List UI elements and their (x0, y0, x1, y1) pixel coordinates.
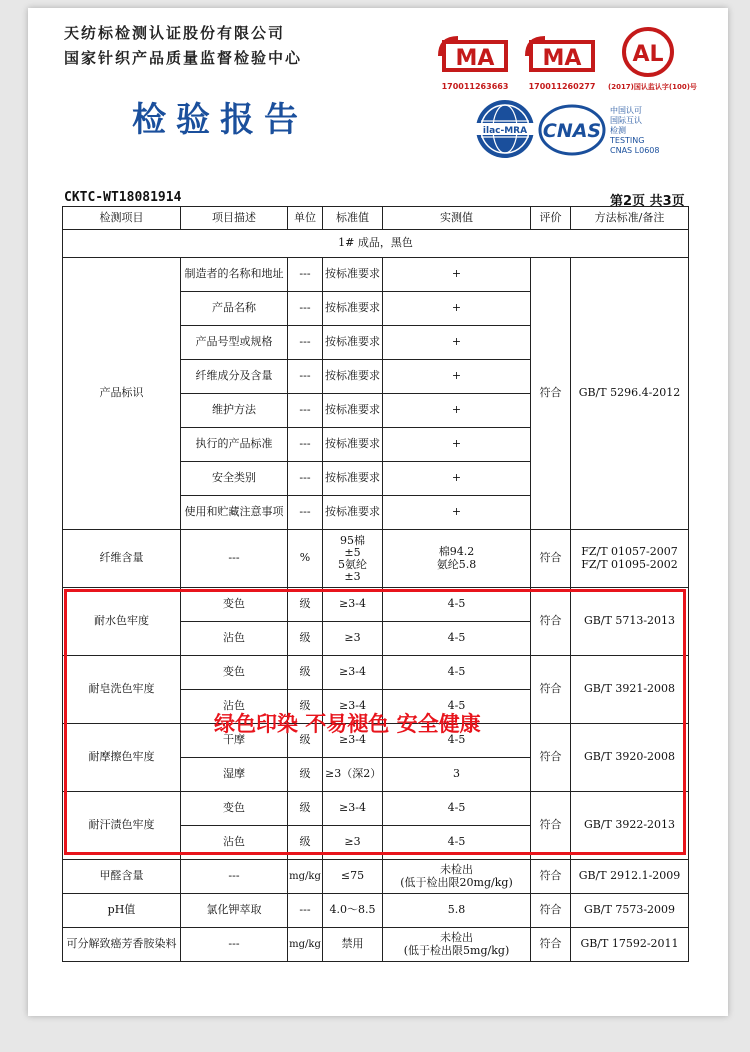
header-cell: 检测项目 (63, 207, 181, 230)
cma-mark-2: MA (542, 46, 582, 71)
measured-cell: + (383, 326, 531, 360)
table-row (63, 588, 689, 622)
desc-cell: 沾色 (181, 622, 288, 656)
unit-cell: mg/kg (288, 860, 323, 894)
unit-cell: 级 (288, 724, 323, 758)
cal-seal-icon (608, 26, 688, 78)
unit-cell: --- (288, 326, 323, 360)
unit-cell: mg/kg (288, 928, 323, 962)
standard-cell: 按标准要求 (323, 258, 383, 292)
evaluation-cell: 符合 (531, 860, 571, 894)
desc-cell: 安全类别 (181, 462, 288, 496)
unit-cell: --- (288, 428, 323, 462)
item-cell: 产品标识 (63, 258, 181, 530)
standard-cell: ≥3-4 (323, 724, 383, 758)
method-cell (571, 530, 689, 588)
header-cell: 单位 (288, 207, 323, 230)
cnas-text-block (610, 106, 659, 156)
table-header-row (63, 207, 689, 230)
desc-cell: 沾色 (181, 690, 288, 724)
evaluation-cell: 符合 (531, 530, 571, 588)
measured-cell: 4-5 (383, 656, 531, 690)
header-cell: 标准值 (323, 207, 383, 230)
method-line: FZ/T 01095-2002 (581, 557, 678, 571)
standard-cell: ≥3 (323, 826, 383, 860)
standard-cell (323, 530, 383, 588)
table-row (63, 928, 689, 962)
unit-cell: 级 (288, 588, 323, 622)
cal-mark: AL (632, 42, 664, 67)
measured-line: 未检出 (440, 862, 473, 876)
header-cell: 项目描述 (181, 207, 288, 230)
standard-line: 95棉 (340, 533, 365, 547)
test-results-table (62, 206, 689, 962)
cal-caption: (2017)国认监认字(100)号 (608, 83, 697, 91)
desc-cell: 变色 (181, 792, 288, 826)
cnas-text-line: 国际互认 (610, 116, 642, 125)
measured-cell: 3 (383, 758, 531, 792)
method-line: FZ/T 01057-2007 (581, 544, 678, 558)
desc-cell: 湿摩 (181, 758, 288, 792)
table-row (63, 792, 689, 826)
report-title: 检验报告 (132, 100, 308, 140)
standard-cell: 按标准要求 (323, 360, 383, 394)
sample-category: 1# 成品，黑色 (63, 230, 689, 258)
standard-cell: 禁用 (323, 928, 383, 962)
item-cell: 可分解致癌芳香胺染料 (63, 928, 181, 962)
standard-cell: ≥3-4 (323, 588, 383, 622)
standard-cell: 按标准要求 (323, 428, 383, 462)
standard-cell: ≥3-4 (323, 656, 383, 690)
item-cell: 耐汗渍色牢度 (63, 792, 181, 860)
item-cell: 甲醛含量 (63, 860, 181, 894)
method-cell: GB/T 3922-2013 (571, 792, 689, 860)
measured-line: (低于检出限5mg/kg) (403, 943, 510, 957)
measured-cell: + (383, 428, 531, 462)
evaluation-cell: 符合 (531, 588, 571, 656)
unit-cell: 级 (288, 656, 323, 690)
unit-cell: 级 (288, 792, 323, 826)
unit-cell: --- (288, 394, 323, 428)
desc-cell: 执行的产品标准 (181, 428, 288, 462)
cma-number-1: 170011263663 (441, 82, 509, 91)
item-cell: 耐水色牢度 (63, 588, 181, 656)
method-cell: GB/T 7573-2009 (571, 894, 689, 928)
org-name-line1: 天纺标检测认证股份有限公司 (64, 24, 286, 42)
cma-number-2: 170011260277 (528, 82, 596, 91)
ilac-mark: ilac-MRA (482, 126, 528, 136)
measured-cell: 4-5 (383, 622, 531, 656)
method-cell: GB/T 3921-2008 (571, 656, 689, 724)
standard-cell: ≥3-4 (323, 690, 383, 724)
measured-cell: + (383, 258, 531, 292)
table-row (63, 894, 689, 928)
desc-cell: 氯化钾萃取 (181, 894, 288, 928)
desc-cell: 变色 (181, 656, 288, 690)
method-cell: GB/T 5713-2013 (571, 588, 689, 656)
desc-cell: 干摩 (181, 724, 288, 758)
measured-cell: + (383, 394, 531, 428)
cnas-seal-icon (538, 104, 606, 156)
item-cell: 纤维含量 (63, 530, 181, 588)
measured-cell (383, 860, 531, 894)
cma-logo-2 (525, 36, 599, 91)
cma-mark-1: MA (455, 46, 495, 71)
standard-cell: 按标准要求 (323, 394, 383, 428)
measured-cell: 4-5 (383, 826, 531, 860)
ilac-mra-logo (474, 98, 536, 164)
desc-cell: 使用和贮藏注意事项 (181, 496, 288, 530)
evaluation-cell: 符合 (531, 724, 571, 792)
cnas-text-line: 中国认可 (610, 106, 642, 115)
standard-cell: 4.0～8.5 (323, 894, 383, 928)
unit-cell: --- (288, 258, 323, 292)
evaluation-cell: 符合 (531, 928, 571, 962)
desc-cell: 产品号型或规格 (181, 326, 288, 360)
measured-cell: + (383, 496, 531, 530)
measured-cell: + (383, 292, 531, 326)
unit-cell: --- (288, 292, 323, 326)
promo-banner: 绿色印染 不易褪色 安全健康 (214, 712, 481, 736)
evaluation-cell: 符合 (531, 792, 571, 860)
measured-cell: 4-5 (383, 792, 531, 826)
unit-cell: % (288, 530, 323, 588)
evaluation-cell: 符合 (531, 656, 571, 724)
standard-cell: 按标准要求 (323, 326, 383, 360)
desc-cell: --- (181, 860, 288, 894)
measured-cell: 5.8 (383, 894, 531, 928)
table-row (63, 860, 689, 894)
standard-cell: 按标准要求 (323, 462, 383, 496)
standard-cell: ≥3（深2） (323, 758, 383, 792)
header-cell: 评价 (531, 207, 571, 230)
standard-cell: ≥3-4 (323, 792, 383, 826)
ilac-globe-icon (474, 98, 536, 160)
unit-cell: 级 (288, 690, 323, 724)
item-cell: pH值 (63, 894, 181, 928)
measured-line: 氨纶5.8 (436, 557, 477, 571)
measured-cell (383, 530, 531, 588)
standard-line: ±5 (344, 545, 361, 559)
standard-cell: 按标准要求 (323, 496, 383, 530)
standard-line: ±3 (344, 569, 361, 583)
measured-line: 未检出 (440, 930, 473, 944)
unit-cell: --- (288, 462, 323, 496)
unit-cell: --- (288, 894, 323, 928)
header-cell: 方法标准/备注 (571, 207, 689, 230)
measured-cell: 4-5 (383, 690, 531, 724)
evaluation-cell: 符合 (531, 894, 571, 928)
item-cell: 耐皂洗色牢度 (63, 656, 181, 724)
desc-cell: --- (181, 928, 288, 962)
page-number: 第2页 共3页 (610, 194, 685, 209)
cnas-text-line: TESTING (610, 136, 645, 145)
desc-cell: 变色 (181, 588, 288, 622)
measured-line: (低于检出限20mg/kg) (400, 875, 513, 889)
desc-cell: 沾色 (181, 826, 288, 860)
measured-cell: 4-5 (383, 588, 531, 622)
method-cell: GB/T 3920-2008 (571, 724, 689, 792)
cal-logo (608, 26, 697, 92)
standard-cell: 按标准要求 (323, 292, 383, 326)
evaluation-cell: 符合 (531, 258, 571, 530)
unit-cell: --- (288, 496, 323, 530)
desc-cell: 产品名称 (181, 292, 288, 326)
unit-cell: --- (288, 360, 323, 394)
cnas-text-line: 检测 (610, 126, 626, 135)
method-cell: GB/T 5296.4-2012 (571, 258, 689, 530)
measured-cell: + (383, 360, 531, 394)
item-cell: 耐摩擦色牢度 (63, 724, 181, 792)
measured-line: 棉94.2 (438, 544, 475, 558)
table-row (63, 530, 689, 588)
measured-cell: + (383, 462, 531, 496)
unit-cell: 级 (288, 622, 323, 656)
unit-cell: 级 (288, 826, 323, 860)
cma-seal-icon (438, 36, 512, 78)
cnas-text-line: CNAS L0608 (610, 146, 660, 155)
desc-cell: 维护方法 (181, 394, 288, 428)
method-cell: GB/T 2912.1-2009 (571, 860, 689, 894)
measured-cell: 4-5 (383, 724, 531, 758)
cma-logo-1 (438, 36, 512, 91)
report-number: CKTC-WT18081914 (64, 190, 182, 205)
standard-line: 5氨纶 (338, 557, 367, 571)
category-row (63, 230, 689, 258)
header-cell: 实测值 (383, 207, 531, 230)
standard-cell: ≤75 (323, 860, 383, 894)
standard-cell: ≥3 (323, 622, 383, 656)
unit-cell: 级 (288, 758, 323, 792)
method-cell: GB/T 17592-2011 (571, 928, 689, 962)
desc-cell: 制造者的名称和地址 (181, 258, 288, 292)
cma-seal-icon (525, 36, 599, 78)
table-row (63, 656, 689, 690)
cnas-mark: CNAS (542, 120, 602, 142)
measured-cell (383, 928, 531, 962)
desc-cell: --- (181, 530, 288, 588)
table-row (63, 258, 689, 292)
org-name-line2: 国家针织产品质量监督检验中心 (64, 49, 303, 67)
desc-cell: 纤维成分及含量 (181, 360, 288, 394)
